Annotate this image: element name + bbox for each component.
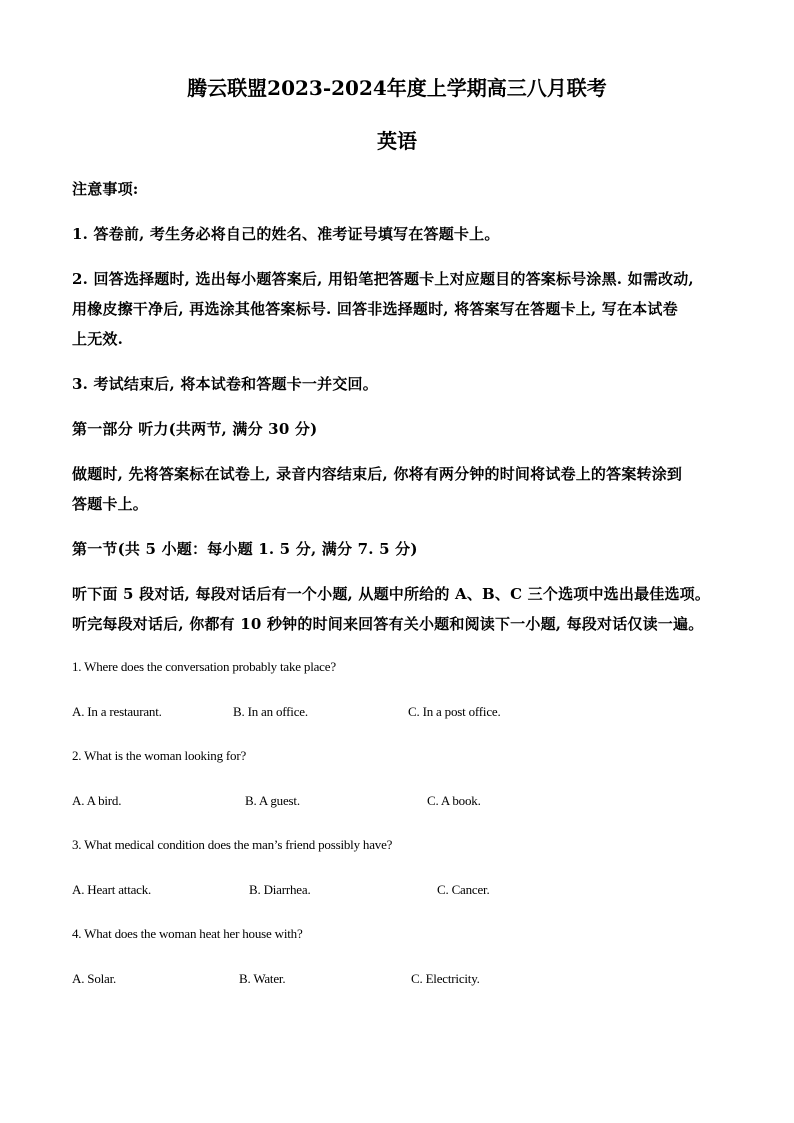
question-1-option-b: B. In an office. (233, 704, 308, 719)
question-2-option-b: B. A guest. (245, 793, 300, 808)
notice-heading: 注意事项: (72, 180, 139, 198)
notice-item-2-line-3: 上无效. (72, 330, 124, 348)
question-1-option-c: C. In a post office. (408, 704, 501, 719)
question-4-option-c: C. Electricity. (411, 971, 480, 986)
notice-item-3: 3. 考试结束后, 将本试卷和答题卡一并交回。 (72, 375, 378, 393)
subject-title: 英语 (377, 129, 417, 153)
question-3-option-c: C. Cancer. (437, 882, 490, 897)
notice-item-2-line-1: 2. 回答选择题时, 选出每小题答案后, 用铅笔把答题卡上对应题目的答案标号涂黑. 如需改动, (72, 270, 694, 288)
question-3-option-a: A. Heart attack. (72, 882, 152, 897)
question-3-stem: 3. What medical condition does the man’s friend possibly have? (72, 837, 393, 852)
section1-instruction-line-1: 听下面 5 段对话, 每段对话后有一个小题, 从题中所给的 A、B、C 三个选项中选出最佳选项。 (72, 585, 711, 603)
question-2-option-a: A. A bird. (72, 793, 122, 808)
part1-heading: 第一部分 听力(共两节, 满分 30 分) (72, 420, 318, 438)
question-1-option-a: A. In a restaurant. (72, 704, 162, 719)
part1-instruction-line-2: 答题卡上。 (72, 495, 149, 513)
question-2-stem: 2. What is the woman looking for? (72, 748, 247, 763)
question-4-option-a: A. Solar. (72, 971, 117, 986)
question-1-stem: 1. Where does the conversation probably take place? (72, 659, 336, 674)
notice-item-1: 1. 答卷前, 考生务必将自己的姓名、准考证号填写在答题卡上。 (72, 225, 500, 243)
question-2-option-c: C. A book. (427, 793, 481, 808)
question-4-stem: 4. What does the woman heat her house with? (72, 926, 303, 941)
section1-heading: 第一节(共 5 小题：每小题 1. 5 分, 满分 7. 5 分) (72, 540, 418, 558)
question-4-option-b: B. Water. (239, 971, 286, 986)
section1-instruction-line-2: 听完每段对话后, 你都有 10 秒钟的时间来回答有关小题和阅读下一小题, 每段对话仅读一遍。 (72, 615, 704, 633)
question-3-option-b: B. Diarrhea. (249, 882, 311, 897)
part1-instruction-line-1: 做题时, 先将答案标在试卷上, 录音内容结束后, 你将有两分钟的时间将试卷上的答案转涂到 (72, 465, 683, 483)
notice-item-2-line-2: 用橡皮擦干净后, 再选涂其他答案标号. 回答非选择题时, 将答案写在答题卡上, 写在本试卷 (72, 300, 678, 318)
exam-title: 腾云联盟2023-2024年度上学期高三八月联考 (187, 76, 607, 100)
